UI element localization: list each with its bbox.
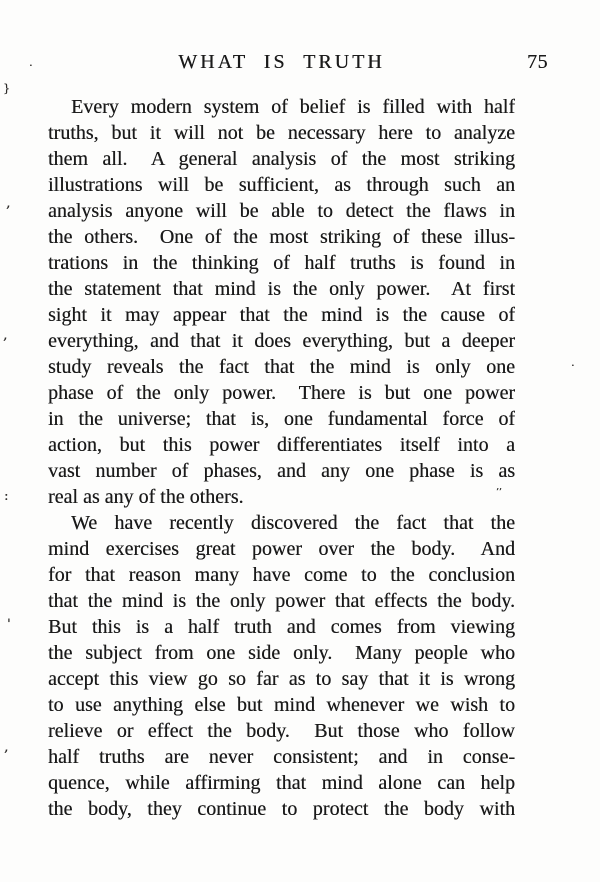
page-number: 75 <box>527 51 548 73</box>
text-line: But this is a half truth and comes from viewing <box>48 616 515 638</box>
text-line: study reveals the fact that the mind is only one <box>48 356 515 378</box>
text-line: sight it may appear that the mind is the cause of <box>48 304 515 326</box>
ink-speck: , <box>3 327 8 343</box>
ink-speck: · <box>571 359 575 372</box>
text-line: real as any of the others. <box>48 486 244 508</box>
text-line: Every modern system of belief is filled with half <box>71 96 515 118</box>
text-line: vast number of phases, and any one phase is as <box>48 460 515 482</box>
ink-speck: ' <box>7 617 11 632</box>
ink-speck: . <box>29 56 33 69</box>
ink-speck: , <box>4 739 9 755</box>
text-line: in the universe; that is, one fundamental force of <box>48 408 515 430</box>
paragraph <box>48 94 515 510</box>
text-line: truths, but it will not be necessary here to analyze <box>48 122 515 144</box>
running-header <box>48 51 548 73</box>
text-line: the statement that mind is the only power. At first <box>48 278 515 300</box>
text-line: analysis anyone will be able to detect the flaws in <box>48 200 515 222</box>
text-line: quence, while affirming that mind alone can help <box>48 772 515 794</box>
text-line: trations in the thinking of half truths is found in <box>48 252 515 274</box>
ink-speck: : <box>4 489 9 504</box>
text-line: mind exercises great power over the body. And <box>48 538 515 560</box>
text-line: We have recently discovered the fact that the <box>71 512 515 534</box>
text-column <box>48 51 548 822</box>
text-line: for that reason many have come to the conclusion <box>48 564 515 586</box>
text-line: to use anything else but mind whenever we wish to <box>48 694 515 716</box>
ink-speck: } <box>3 82 10 95</box>
text-line: them all. A general analysis of the most striking <box>48 148 515 170</box>
text-line: the subject from one side only. Many people who <box>48 642 515 664</box>
text-line: action, but this power differentiates itself into a <box>48 434 515 456</box>
text-line: half truths are never consistent; and in conse- <box>48 746 515 768</box>
page-title: WHAT IS TRUTH <box>178 51 385 73</box>
text-line: illustrations will be sufficient, as through such an <box>48 174 515 196</box>
paragraph <box>48 510 515 822</box>
text-line: the body, they continue to protect the body with <box>48 798 515 820</box>
text-line: relieve or effect the body. But those who follow <box>48 720 515 742</box>
body-text <box>48 94 515 822</box>
ink-speck: , <box>6 195 11 211</box>
ink-speck: ’’ <box>496 488 502 498</box>
text-line: everything, and that it does everything, but a deeper <box>48 330 515 352</box>
text-line: the others. One of the most striking of these illus- <box>48 226 515 248</box>
text-line: that the mind is the only power that effects the body. <box>48 590 515 612</box>
text-line: phase of the only power. There is but one power <box>48 382 515 404</box>
text-line: accept this view go so far as to say that it is wrong <box>48 668 515 690</box>
